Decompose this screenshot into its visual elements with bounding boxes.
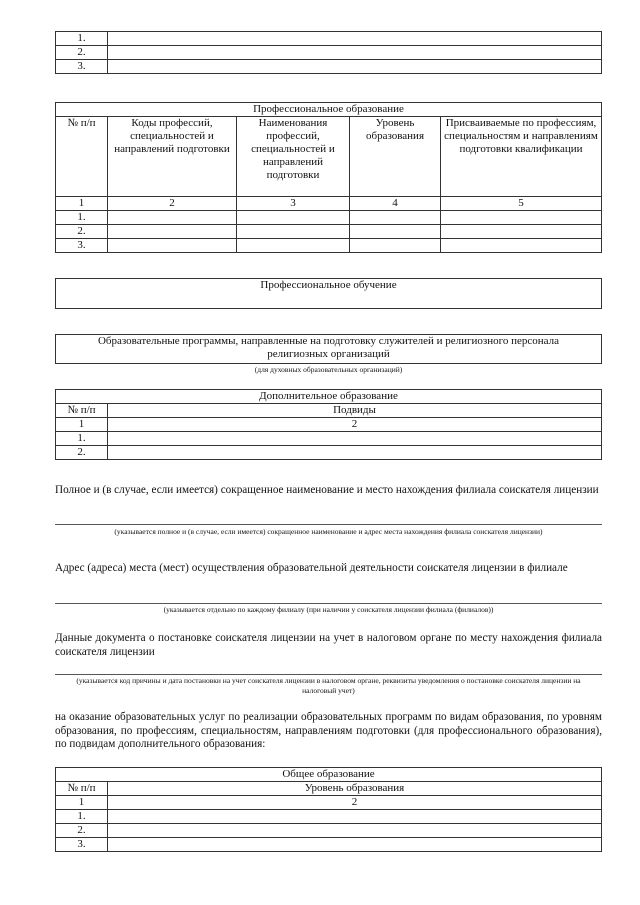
table-row bbox=[56, 239, 602, 253]
row-number: 1. bbox=[56, 211, 108, 225]
table-row bbox=[56, 810, 602, 824]
col-number: 2 bbox=[108, 418, 602, 432]
col-number: 1 bbox=[56, 418, 108, 432]
row-number: 1. bbox=[56, 432, 108, 446]
header-num: № п/п bbox=[56, 404, 108, 418]
header-level: Уровень образования bbox=[108, 782, 602, 796]
table-cell bbox=[108, 60, 602, 74]
table-row bbox=[56, 432, 602, 446]
branch-name-hint: (указывается полное и (в случае, если имеется) сокращенное наименование и адрес места нахождения филиала соискателя лицензии) bbox=[114, 527, 543, 536]
branch-name-text: Полное и (в случае, если имеется) сокращенное наименование и место нахождения филиала соискателя лицензии bbox=[55, 484, 599, 496]
additional-edu-table bbox=[55, 389, 602, 460]
table-cell bbox=[108, 46, 602, 60]
col-number: 4 bbox=[350, 197, 441, 211]
religious-note: (для духовных образовательных организаций) bbox=[254, 365, 403, 374]
row-number: 3. bbox=[56, 838, 108, 852]
row-number: 3. bbox=[56, 60, 108, 74]
branch-address-hint: (указывается отдельно по каждому филиалу (при наличии у соискателя лицензии филиала (филиалов)) bbox=[163, 605, 494, 614]
header-codes: Коды профессий, специальностей и направлений подготовки bbox=[108, 117, 237, 197]
row-number: 1. bbox=[56, 810, 108, 824]
table-row bbox=[56, 225, 602, 239]
religious-box bbox=[55, 334, 602, 364]
row-number: 2. bbox=[56, 225, 108, 239]
prof-training-title: Профессиональное обучение bbox=[260, 279, 397, 291]
table-row bbox=[56, 60, 602, 74]
branch-name-line bbox=[55, 523, 602, 525]
services-text: на оказание образовательных услуг по реализации образовательных программ по видам образования, по уровням образования, по профессиям, специальностям, направлениям подготовки (для профессионального образования), по подвидам дополнительного образования: bbox=[55, 711, 602, 750]
header-qualifications: Присваиваемые по профессиям, специальностям и направлениям подготовки квалификации bbox=[441, 117, 602, 197]
header-num: № п/п bbox=[56, 117, 108, 197]
col-number: 2 bbox=[108, 197, 237, 211]
prof-edu-title: Профессиональное образование bbox=[56, 103, 602, 117]
col-number: 1 bbox=[56, 197, 108, 211]
tax-data-text: Данные документа о постановке соискателя лицензии на учет в налоговом органе по месту нахождения филиала соискателя лицензии bbox=[55, 632, 602, 658]
header-level: Уровень образования bbox=[350, 117, 441, 197]
table-cell bbox=[108, 32, 602, 46]
table-row bbox=[56, 446, 602, 460]
row-number: 3. bbox=[56, 239, 108, 253]
row-number: 2. bbox=[56, 446, 108, 460]
col-number: 2 bbox=[108, 796, 602, 810]
tax-data-hint: (указывается код причины и дата постановки на учет соискателя лицензии в налоговом органе, реквизиты уведомления о постановке соискателя лицензии на налоговый учет) bbox=[76, 676, 581, 695]
table-row bbox=[56, 838, 602, 852]
col-number: 3 bbox=[237, 197, 350, 211]
additional-edu-title: Дополнительное образование bbox=[56, 390, 602, 404]
religious-title: Образовательные программы, направленные на подготовку служителей и религиозного персонала религиозных организаций bbox=[97, 335, 560, 360]
general-edu-title: Общее образование bbox=[56, 768, 602, 782]
col-number: 1 bbox=[56, 796, 108, 810]
col-number: 5 bbox=[441, 197, 602, 211]
table-row bbox=[56, 824, 602, 838]
general-edu-table bbox=[55, 767, 602, 852]
header-subtypes: Подвиды bbox=[108, 404, 602, 418]
branch-address-text: Адрес (адреса) места (мест) осуществления образовательной деятельности соискателя лицензии в филиале bbox=[55, 562, 568, 574]
row-number: 2. bbox=[56, 46, 108, 60]
tax-data-line bbox=[55, 673, 602, 675]
branch-address-line bbox=[55, 602, 602, 604]
prof-edu-table bbox=[55, 102, 602, 253]
header-num: № п/п bbox=[56, 782, 108, 796]
top-table bbox=[55, 31, 602, 74]
table-row bbox=[56, 46, 602, 60]
header-names: Наименования профессий, специальностей и направлений подготовки bbox=[237, 117, 350, 197]
prof-training-box bbox=[55, 278, 602, 309]
table-row bbox=[56, 32, 602, 46]
table-row bbox=[56, 211, 602, 225]
row-number: 2. bbox=[56, 824, 108, 838]
row-number: 1. bbox=[56, 32, 108, 46]
